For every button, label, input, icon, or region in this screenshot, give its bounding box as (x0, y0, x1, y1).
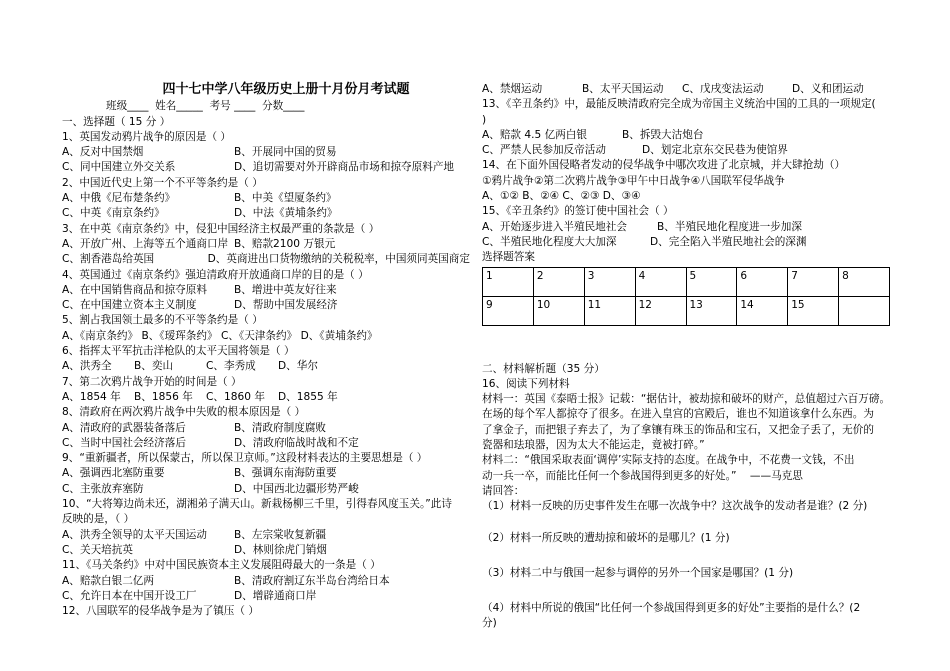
option-a: A、禁烟运动 (482, 83, 543, 95)
answer-cell[interactable]: 12 (635, 296, 686, 325)
option-a: C、主张放弃塞防 (62, 482, 144, 495)
answer-cell[interactable]: 14 (737, 296, 788, 325)
option-b: B、左宗棠收复新疆 (234, 528, 327, 541)
option-b: B、太平天国运动 (582, 83, 664, 95)
option-b: D、追切需要对外开辟商品市场和掠夺原料产地 (234, 161, 455, 174)
question-options (62, 466, 470, 481)
student-info-line: 班级____ 姓名_____ 考号 ____ 分数____ (106, 100, 305, 113)
question-text: 反映的是，（ ） (62, 513, 135, 526)
ask-label: 请回答： (482, 484, 525, 497)
option-a: A、赔款 4.5 亿两白银 (482, 128, 587, 141)
option-b: D、中国西北边疆形势严峻 (234, 482, 359, 495)
answer-cell[interactable] (839, 296, 890, 325)
question-options (62, 298, 470, 313)
question-text: 8、清政府在两次鸦片战争中失败的根本原因是（ ） (62, 406, 306, 419)
option-d: D、1855 年 (278, 390, 338, 403)
sub-question-4-cont: 分) (482, 617, 497, 630)
answer-cell[interactable]: 2 (533, 267, 584, 296)
q15-options-cd (482, 235, 900, 250)
option-a: C、允许日本在中国开设工厂 (62, 589, 197, 602)
left-column (62, 82, 470, 619)
material-1-line: 了拿金子，而把银子弃去了，为了拿镶有珠玉的饰品和宝石，又把金子丢了，无价的 (482, 423, 874, 436)
option-a: C、当时中国社会经济落后 (62, 436, 186, 449)
option-d: D、华尔 (278, 360, 318, 373)
question-text: 12、八国联军的侵华战争是为了镇压（ ） (62, 605, 259, 618)
sub-question-4: （4）材料中所说的俄国“比任何一个参战国得到更多的好处”主要指的是什么？(2 (482, 602, 861, 615)
answer-cell[interactable]: 7 (788, 267, 839, 296)
option-b: B、增进中英友好往来 (234, 283, 337, 296)
question-text: 3、在中英《南京条约》中，侵犯中国经济主权最严重的条款是（ ） (62, 222, 380, 235)
q14-options: A、①② B、②④ C、②③ D、③④ (482, 190, 641, 203)
question-options (62, 283, 470, 298)
option-c: C、严禁人民参加反帝活动 (482, 144, 606, 157)
option-b: B、半殖民地化程度进一步加深 (657, 220, 802, 233)
section-1-title: 一、选择题（ 15 分 ） (62, 115, 171, 128)
option-a: A、反对中国禁烟 (62, 146, 144, 159)
option-b: B、中美《望厦条约》 (234, 192, 337, 205)
question-options (62, 589, 470, 604)
question-text: 5、割占我国领土最多的不平等条约是（ ） (62, 314, 263, 327)
question-options (62, 390, 470, 405)
q14-text: 14、在下面外国侵略者发动的侵华战争中哪次攻进了北京城，并大肆抢劫（） (482, 159, 846, 172)
option-b: B、清政府制度腐败 (234, 421, 327, 434)
option-b: D、林则徐虎门销烟 (234, 543, 327, 556)
answer-cell[interactable]: 9 (483, 296, 534, 325)
option-d: D、义和团运动 (792, 83, 864, 95)
question-text: 1、英国发动鸦片战争的原因是（ ） (62, 130, 232, 143)
option-b: B、1856 年 (134, 390, 193, 403)
answer-cell[interactable]: 3 (584, 267, 635, 296)
q15-text: 15、《辛丑条约》的签订使中国社会（ ） (482, 205, 674, 218)
option-a: A、洪秀全领导的太平天国运动 (62, 528, 207, 541)
q13-options-cd (482, 143, 900, 158)
question-options (62, 359, 470, 374)
question-text: 6、指挥太平军抗击洋枪队的太平天国将领是（ ） (62, 345, 295, 358)
answer-cell[interactable]: 13 (686, 296, 737, 325)
option-b: D、增辟通商口岸 (234, 589, 317, 602)
option-b: B、强调东南海防重要 (234, 467, 337, 480)
answer-table-title: 选择题答案 (482, 251, 535, 264)
right-column (482, 82, 900, 632)
question-text: 7、第二次鸦片战争开始的时间是（ ） (62, 375, 242, 388)
material-1-line: 瓷器和珐琅器，因为太大不能运走，竟被打碎。” (482, 439, 705, 452)
option-b: B、拆毁大沽炮台 (622, 128, 704, 141)
section-2-title: 二、材料解析题（35 分） (482, 362, 605, 375)
option-b: D、中法《黄埔条约》 (234, 207, 338, 220)
question-options (62, 191, 470, 206)
question-text: 11、《马关条约》中对中国民族资本主义发展阻碍最大的一条是（ ） (62, 559, 381, 572)
option-a: A、强调西北塞防重要 (62, 467, 165, 480)
option-c: C、1860 年 (206, 390, 265, 403)
q13-options-ab (482, 128, 900, 143)
question-options (62, 237, 470, 252)
q16-text: 16、阅读下列材料 (482, 377, 570, 390)
option-a: C、割香港岛给英国 (62, 253, 155, 266)
option-b: D、帮助中国发展经济 (234, 299, 338, 312)
option-a: A、开放广州、上海等五个通商口岸 (62, 237, 229, 250)
option-a: C、关天培抗英 (62, 543, 133, 556)
question-options (62, 421, 470, 436)
option-a: A、洪秀全 (62, 360, 112, 373)
question-options (62, 252, 470, 267)
question-text: A、《南京条约》 B、《瑷珲条约》 C、《天津条约》 D、《黄埔条约》 (62, 329, 378, 342)
option-b: B、清政府割辽东半岛台湾给日本 (234, 574, 390, 587)
option-c: C、李秀成 (206, 360, 256, 373)
option-a: A、1854 年 (62, 390, 121, 403)
option-d: D、划定北京东交民巷为使馆界 (642, 144, 788, 157)
question-text: 4、英国通过《南京条约》强迫清政府开放通商口岸的目的是（ ） (62, 268, 369, 281)
answer-cell[interactable]: 11 (584, 296, 635, 325)
exam-title: 四十七中学八年级历史上册十月份月考试题 (162, 82, 410, 97)
option-a: A、在中国销售商品和掠夺原料 (62, 283, 207, 296)
option-b: B、开展同中国的贸易 (234, 146, 337, 159)
option-b: D、清政府临战时战和不定 (234, 436, 359, 449)
q12-options (482, 82, 900, 97)
option-a: A、中俄《尼布楚条约》 (62, 192, 176, 205)
answer-cell[interactable]: 4 (635, 267, 686, 296)
question-options (62, 528, 470, 543)
material-2-line: 动一兵一卒，而能比任何一个参战国得到更多的好处。” ——马克思 (482, 469, 803, 482)
option-b: B、奕山 (134, 360, 174, 373)
answer-cell[interactable]: 15 (788, 296, 839, 325)
option-c: C、戊戌变法运动 (682, 83, 764, 95)
q14-items: ①鸦片战争②第二次鸦片战争③甲午中日战争④八国联军侵华战争 (482, 174, 785, 187)
option-b: D、英商进出口货物缴纳的关税税率，中国须同英国商定 (207, 253, 470, 266)
sub-question-2: （2）材料一所反映的遭劫掠和破坏的是哪儿？(1 分) (482, 531, 730, 544)
question-text: 10、“大将筹边尚未还，湖湘弟子满天山。新栽杨柳三千里，引得春风度玉关。”此诗 (62, 498, 452, 511)
q13-text-cont: ) (482, 113, 487, 126)
answer-cell[interactable]: 10 (533, 296, 584, 325)
question-options (62, 145, 470, 160)
choice-questions (62, 115, 470, 620)
q15-options-ab (482, 220, 900, 235)
option-b: B、赔款2100 万银元 (234, 237, 336, 250)
material-2-line: 材料二：“俄国采取表面‘调停’实际支持的态度。在战争中，不花费一文钱，不出 (482, 454, 855, 467)
answer-cell[interactable]: 6 (737, 267, 788, 296)
option-a: C、在中国建立资本主义制度 (62, 299, 197, 312)
answer-table (482, 267, 890, 326)
option-a: C、同中国建立外交关系 (62, 161, 176, 174)
sub-question-3: （3）材料二中与俄国一起参与调停的另外一个国家是哪国？(1 分) (482, 566, 794, 579)
table-row (483, 267, 890, 296)
option-a: C、中英《南京条约》 (62, 207, 165, 220)
question-options (62, 436, 470, 451)
question-text: 2、中国近代史上第一个不平等条约是（ ） (62, 176, 263, 189)
material-1-line: 在场的每个军人都掠夺了很多。在进入皇宫的宫殿后，谁也不知道该拿什么东西。为 (482, 408, 874, 421)
question-text: 9、“重新疆者，所以保蒙古，所以保卫京师。”这段材料表达的主要思想是（ ） (62, 452, 428, 465)
option-a: A、开始逐步进入半殖民地社会 (482, 220, 627, 233)
answer-cell[interactable]: 1 (483, 267, 534, 296)
answer-cell[interactable]: 5 (686, 267, 737, 296)
question-options (62, 482, 470, 497)
option-d: D、完全陷入半殖民地社会的深渊 (650, 235, 807, 248)
question-options (62, 206, 470, 221)
question-options (62, 574, 470, 589)
table-row (483, 296, 890, 325)
material-1-line: 材料一：英国《泰晤士报》记载：“据估计，被劫掠和破坏的财产，总值超过六百万磅。 (482, 393, 891, 406)
option-a: A、清政府的武器装备落后 (62, 421, 186, 434)
q13-text: 13、《辛丑条约》中，最能反映清政府完全成为帝国主义统治中国的工具的一项规定( (482, 98, 876, 111)
answer-cell[interactable]: 8 (839, 267, 890, 296)
question-options (62, 543, 470, 558)
sub-question-1: （1）材料一反映的历史事件发生在哪一次战争中？这次战争的发动者是谁？(2 分) (482, 500, 868, 513)
option-a: A、赔款白银二亿两 (62, 574, 154, 587)
option-c: C、半殖民地化程度大大加深 (482, 235, 617, 248)
question-options (62, 160, 470, 175)
